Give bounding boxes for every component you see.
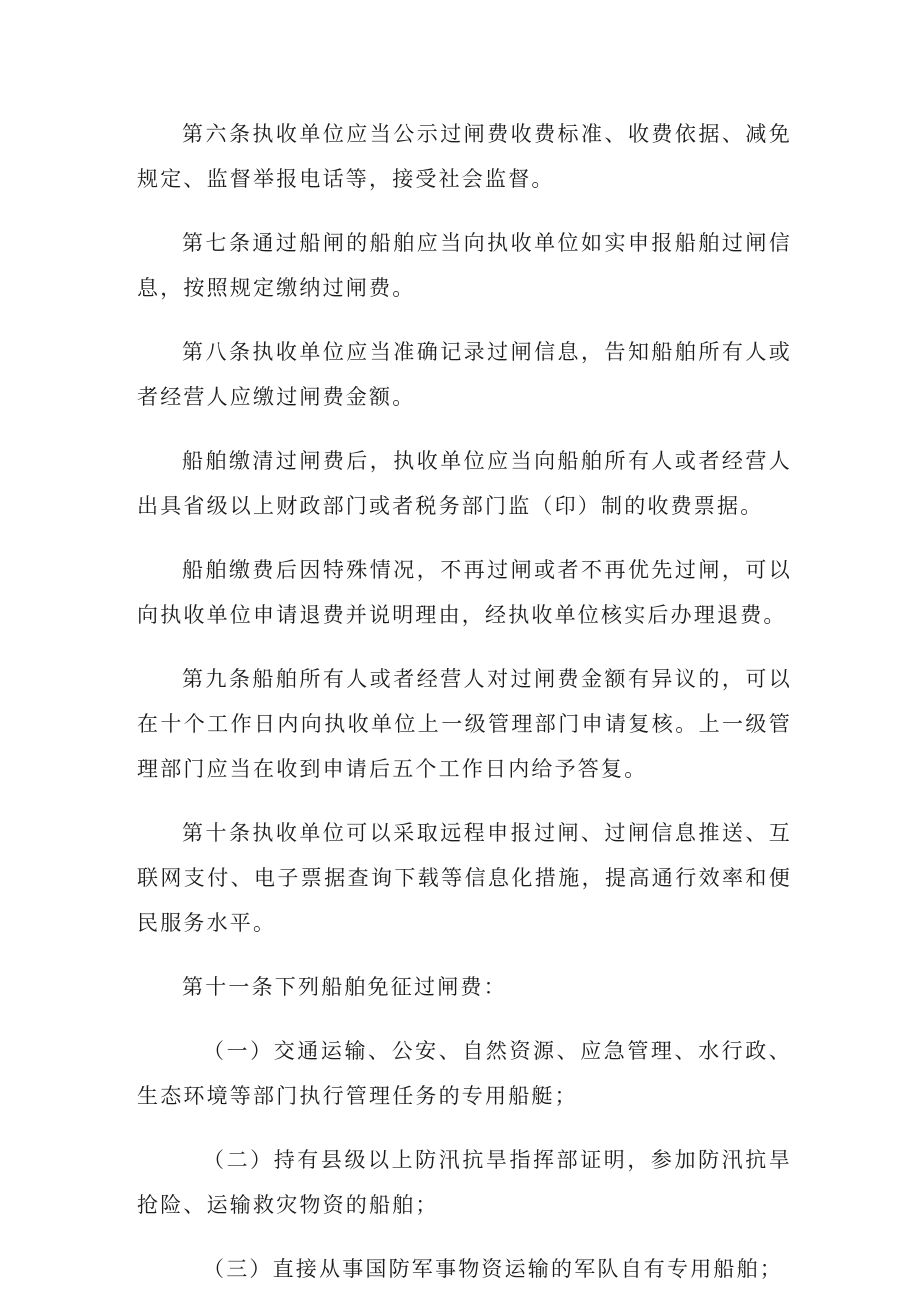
article-6-paragraph: 第六条执收单位应当公示过闸费收费标准、收费依据、减免规定、监督举报电话等，接受社会监督。 bbox=[137, 122, 792, 191]
article-10-paragraph: 第十条执收单位可以采取远程申报过闸、过闸信息推送、互联网支付、电子票据查询下载等信息化措施，提高通行效率和便民服务水平。 bbox=[137, 821, 792, 935]
article-11-paragraph: 第十一条下列船舶免征过闸费： bbox=[182, 975, 507, 999]
article-8-receipt-paragraph: 船舶缴清过闸费后，执收单位应当向船舶所有人或者经营人出具省级以上财政部门或者税务部门监（印）制的收费票据。 bbox=[137, 449, 792, 518]
article-9-paragraph: 第九条船舶所有人或者经营人对过闸费金额有异议的，可以在十个工作日内向执收单位上一级管理部门申请复核。上一级管理部门应当在收到申请后五个工作日内给予答复。 bbox=[137, 667, 792, 781]
article-8-refund-paragraph: 船舶缴费后因特殊情况，不再过闸或者不再优先过闸，可以向执收单位申请退费并说明理由，经执收单位核实后办理退费。 bbox=[137, 558, 792, 627]
article-8-paragraph: 第八条执收单位应当准确记录过闸信息，告知船舶所有人或者经营人应缴过闸费金额。 bbox=[137, 340, 792, 409]
exemption-item-2: （二）持有县级以上防汛抗旱指挥部证明，参加防汛抗旱抢险、运输救灾物资的船舶； bbox=[137, 1148, 792, 1217]
exemption-item-1: （一）交通运输、公安、自然资源、应急管理、水行政、生态环境等部门执行管理任务的专用船艇； bbox=[137, 1039, 792, 1108]
exemption-item-3: （三）直接从事国防军事物资运输的军队自有专用船舶； bbox=[203, 1257, 783, 1281]
article-7-paragraph: 第七条通过船闸的船舶应当向执收单位如实申报船舶过闸信息，按照规定缴纳过闸费。 bbox=[137, 231, 792, 300]
document-body bbox=[137, 112, 792, 1311]
